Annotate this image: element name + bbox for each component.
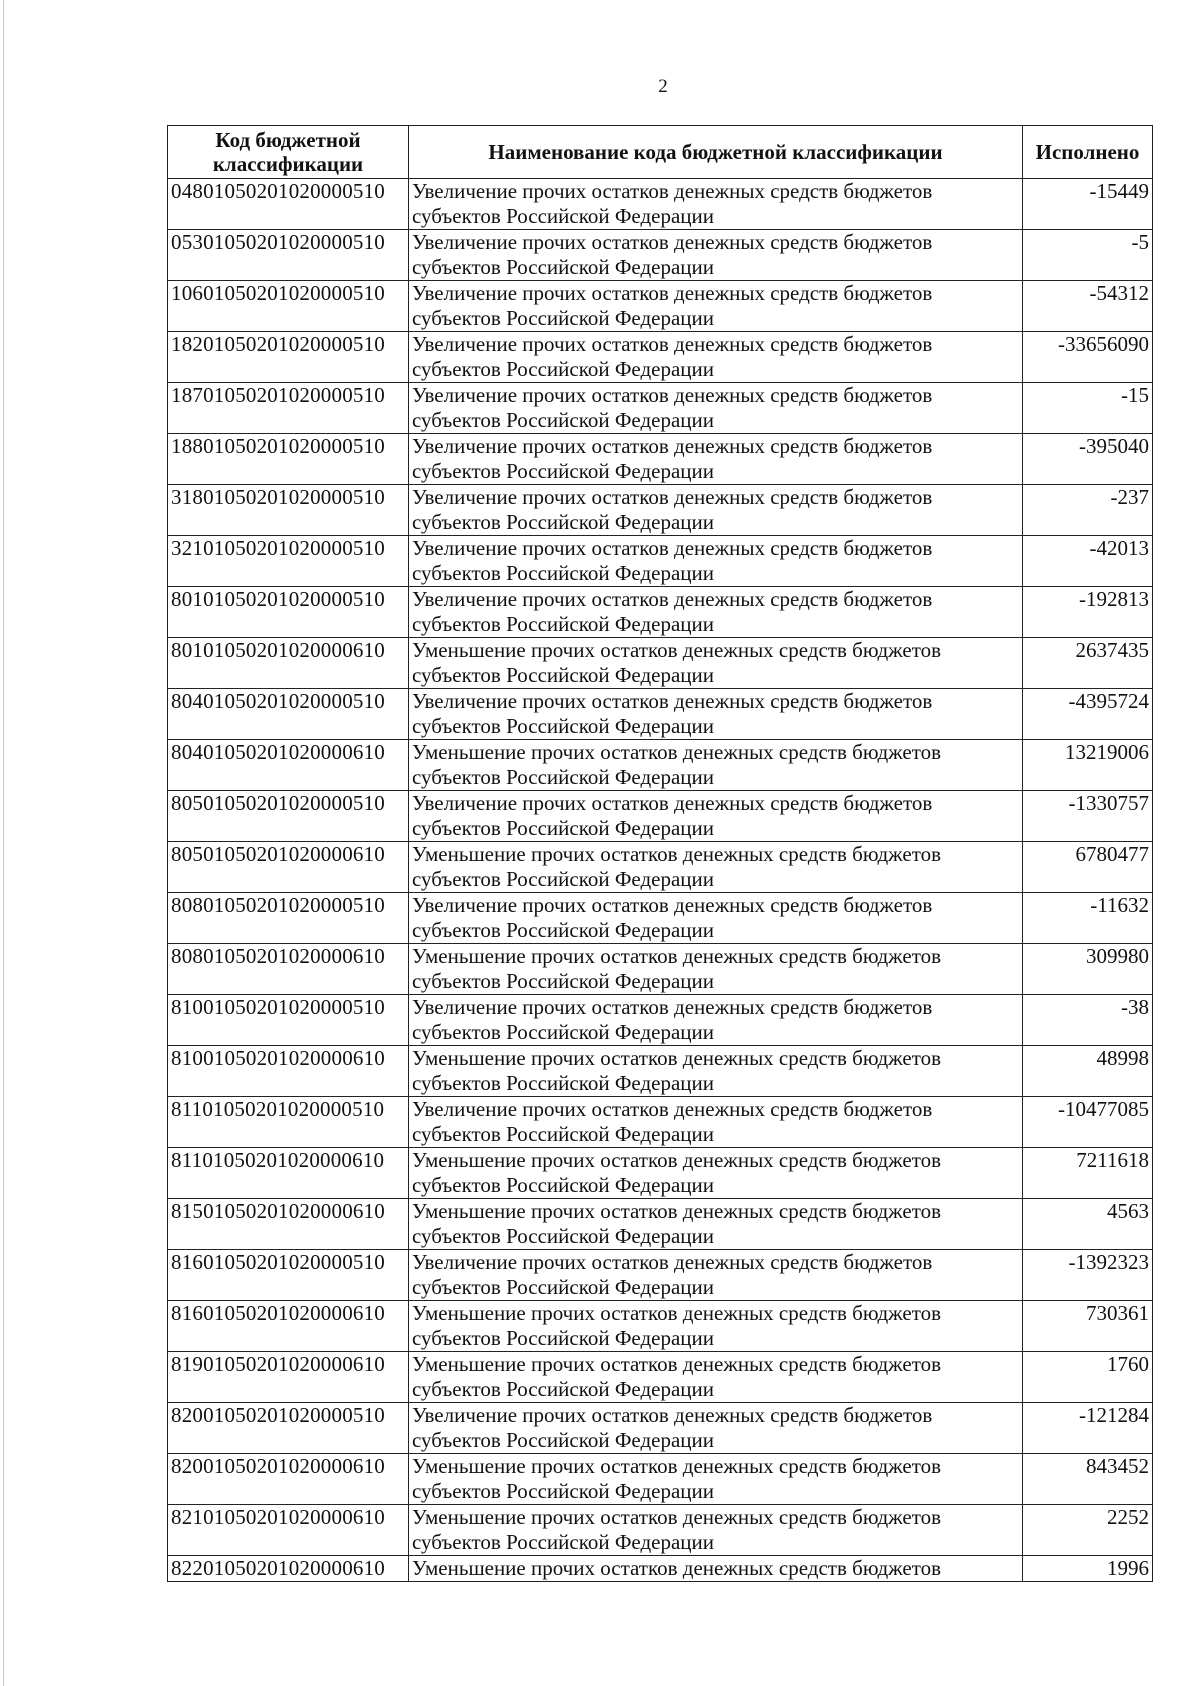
code-cell: 80101050201020000610 — [168, 638, 409, 689]
table-row — [168, 842, 1153, 893]
value-cell: -10477085 — [1023, 1097, 1153, 1148]
name-cell: Уменьшение прочих остатков денежных средств бюджетов субъектов Российской Федерации — [409, 638, 1023, 689]
code-cell: 80501050201020000610 — [168, 842, 409, 893]
name-cell: Увеличение прочих остатков денежных средств бюджетов субъектов Российской Федерации — [409, 230, 1023, 281]
table-row — [168, 332, 1153, 383]
code-cell: 18801050201020000510 — [168, 434, 409, 485]
budget-classification-table — [167, 125, 1153, 1582]
name-cell: Увеличение прочих остатков денежных средств бюджетов субъектов Российской Федерации — [409, 1250, 1023, 1301]
name-cell: Увеличение прочих остатков денежных средств бюджетов субъектов Российской Федерации — [409, 689, 1023, 740]
code-cell: 81901050201020000610 — [168, 1352, 409, 1403]
name-cell: Уменьшение прочих остатков денежных средств бюджетов субъектов Российской Федерации — [409, 740, 1023, 791]
table-row — [168, 791, 1153, 842]
value-cell: -192813 — [1023, 587, 1153, 638]
value-cell: 2252 — [1023, 1505, 1153, 1556]
name-cell: Уменьшение прочих остатков денежных средств бюджетов субъектов Российской Федерации — [409, 1454, 1023, 1505]
name-cell: Увеличение прочих остатков денежных средств бюджетов субъектов Российской Федерации — [409, 536, 1023, 587]
name-cell: Увеличение прочих остатков денежных средств бюджетов субъектов Российской Федерации — [409, 179, 1023, 230]
name-cell: Увеличение прочих остатков денежных средств бюджетов субъектов Российской Федерации — [409, 383, 1023, 434]
table-row — [168, 1046, 1153, 1097]
value-cell: -33656090 — [1023, 332, 1153, 383]
value-cell: -11632 — [1023, 893, 1153, 944]
code-cell: 81001050201020000510 — [168, 995, 409, 1046]
name-cell: Уменьшение прочих остатков денежных средств бюджетов субъектов Российской Федерации — [409, 1301, 1023, 1352]
name-cell: Увеличение прочих остатков денежных средств бюджетов субъектов Российской Федерации — [409, 1403, 1023, 1454]
value-cell: 730361 — [1023, 1301, 1153, 1352]
table-row — [168, 179, 1153, 230]
table-row — [168, 281, 1153, 332]
header-code: Код бюджетной классификации — [168, 126, 409, 179]
code-cell: 81101050201020000510 — [168, 1097, 409, 1148]
table-row — [168, 1199, 1153, 1250]
table-row — [168, 587, 1153, 638]
code-cell: 82201050201020000610 — [168, 1556, 409, 1582]
value-cell: 7211618 — [1023, 1148, 1153, 1199]
code-cell: 05301050201020000510 — [168, 230, 409, 281]
name-cell: Увеличение прочих остатков денежных средств бюджетов субъектов Российской Федерации — [409, 1097, 1023, 1148]
page-number: 2 — [658, 76, 668, 97]
name-cell: Увеличение прочих остатков денежных средств бюджетов субъектов Российской Федерации — [409, 893, 1023, 944]
code-cell: 31801050201020000510 — [168, 485, 409, 536]
table-row — [168, 893, 1153, 944]
name-cell: Увеличение прочих остатков денежных средств бюджетов субъектов Российской Федерации — [409, 587, 1023, 638]
value-cell: 4563 — [1023, 1199, 1153, 1250]
table-row — [168, 1301, 1153, 1352]
table-row — [168, 689, 1153, 740]
name-cell: Уменьшение прочих остатков денежных средств бюджетов субъектов Российской Федерации — [409, 1505, 1023, 1556]
value-cell: -42013 — [1023, 536, 1153, 587]
name-cell: Увеличение прочих остатков денежных средств бюджетов субъектов Российской Федерации — [409, 995, 1023, 1046]
value-cell: 309980 — [1023, 944, 1153, 995]
code-cell: 82001050201020000610 — [168, 1454, 409, 1505]
name-cell: Увеличение прочих остатков денежных средств бюджетов субъектов Российской Федерации — [409, 485, 1023, 536]
value-cell: -5 — [1023, 230, 1153, 281]
code-cell: 81601050201020000610 — [168, 1301, 409, 1352]
value-cell: -237 — [1023, 485, 1153, 536]
table-row — [168, 1250, 1153, 1301]
value-cell: 6780477 — [1023, 842, 1153, 893]
value-cell: -15449 — [1023, 179, 1153, 230]
code-cell: 82101050201020000610 — [168, 1505, 409, 1556]
table-row — [168, 995, 1153, 1046]
code-cell: 18201050201020000510 — [168, 332, 409, 383]
table-row — [168, 1505, 1153, 1556]
code-cell: 80401050201020000510 — [168, 689, 409, 740]
value-cell: 1996 — [1023, 1556, 1153, 1582]
name-cell: Увеличение прочих остатков денежных средств бюджетов субъектов Российской Федерации — [409, 281, 1023, 332]
name-cell: Увеличение прочих остатков денежных средств бюджетов субъектов Российской Федерации — [409, 791, 1023, 842]
code-cell: 81101050201020000610 — [168, 1148, 409, 1199]
code-cell: 82001050201020000510 — [168, 1403, 409, 1454]
name-cell: Уменьшение прочих остатков денежных средств бюджетов субъектов Российской Федерации — [409, 1199, 1023, 1250]
value-cell: -395040 — [1023, 434, 1153, 485]
header-name: Наименование кода бюджетной классификации — [409, 126, 1023, 179]
table-row — [168, 485, 1153, 536]
value-cell: -54312 — [1023, 281, 1153, 332]
value-cell: 13219006 — [1023, 740, 1153, 791]
table-row — [168, 1148, 1153, 1199]
code-cell: 80401050201020000610 — [168, 740, 409, 791]
value-cell: -1392323 — [1023, 1250, 1153, 1301]
value-cell: 1760 — [1023, 1352, 1153, 1403]
table-row — [168, 536, 1153, 587]
code-cell: 10601050201020000510 — [168, 281, 409, 332]
table-row — [168, 944, 1153, 995]
code-cell: 80501050201020000510 — [168, 791, 409, 842]
code-cell: 80801050201020000610 — [168, 944, 409, 995]
table-row — [168, 383, 1153, 434]
value-cell: -38 — [1023, 995, 1153, 1046]
table-body — [168, 179, 1153, 1582]
name-cell: Увеличение прочих остатков денежных средств бюджетов субъектов Российской Федерации — [409, 434, 1023, 485]
table-row — [168, 1403, 1153, 1454]
table-row — [168, 230, 1153, 281]
code-cell: 32101050201020000510 — [168, 536, 409, 587]
value-cell: -15 — [1023, 383, 1153, 434]
value-cell: 843452 — [1023, 1454, 1153, 1505]
value-cell: -4395724 — [1023, 689, 1153, 740]
table-row — [168, 1352, 1153, 1403]
name-cell: Уменьшение прочих остатков денежных средств бюджетов субъектов Российской Федерации — [409, 842, 1023, 893]
name-cell: Уменьшение прочих остатков денежных средств бюджетов субъектов Российской Федерации — [409, 1046, 1023, 1097]
value-cell: 48998 — [1023, 1046, 1153, 1097]
code-cell: 80801050201020000510 — [168, 893, 409, 944]
name-cell: Уменьшение прочих остатков денежных средств бюджетов — [409, 1556, 1023, 1582]
code-cell: 81601050201020000510 — [168, 1250, 409, 1301]
value-cell: 2637435 — [1023, 638, 1153, 689]
code-cell: 81001050201020000610 — [168, 1046, 409, 1097]
value-cell: -1330757 — [1023, 791, 1153, 842]
table-row — [168, 1097, 1153, 1148]
table-row — [168, 1556, 1153, 1582]
code-cell: 04801050201020000510 — [168, 179, 409, 230]
code-cell: 81501050201020000610 — [168, 1199, 409, 1250]
page-edge-line — [3, 0, 4, 1686]
table-row — [168, 434, 1153, 485]
table-header-row — [168, 126, 1153, 179]
code-cell: 18701050201020000510 — [168, 383, 409, 434]
code-cell: 80101050201020000510 — [168, 587, 409, 638]
name-cell: Уменьшение прочих остатков денежных средств бюджетов субъектов Российской Федерации — [409, 944, 1023, 995]
value-cell: -121284 — [1023, 1403, 1153, 1454]
header-value: Исполнено — [1023, 126, 1153, 179]
table-row — [168, 638, 1153, 689]
table-row — [168, 1454, 1153, 1505]
name-cell: Уменьшение прочих остатков денежных средств бюджетов субъектов Российской Федерации — [409, 1148, 1023, 1199]
name-cell: Уменьшение прочих остатков денежных средств бюджетов субъектов Российской Федерации — [409, 1352, 1023, 1403]
table-row — [168, 740, 1153, 791]
name-cell: Увеличение прочих остатков денежных средств бюджетов субъектов Российской Федерации — [409, 332, 1023, 383]
